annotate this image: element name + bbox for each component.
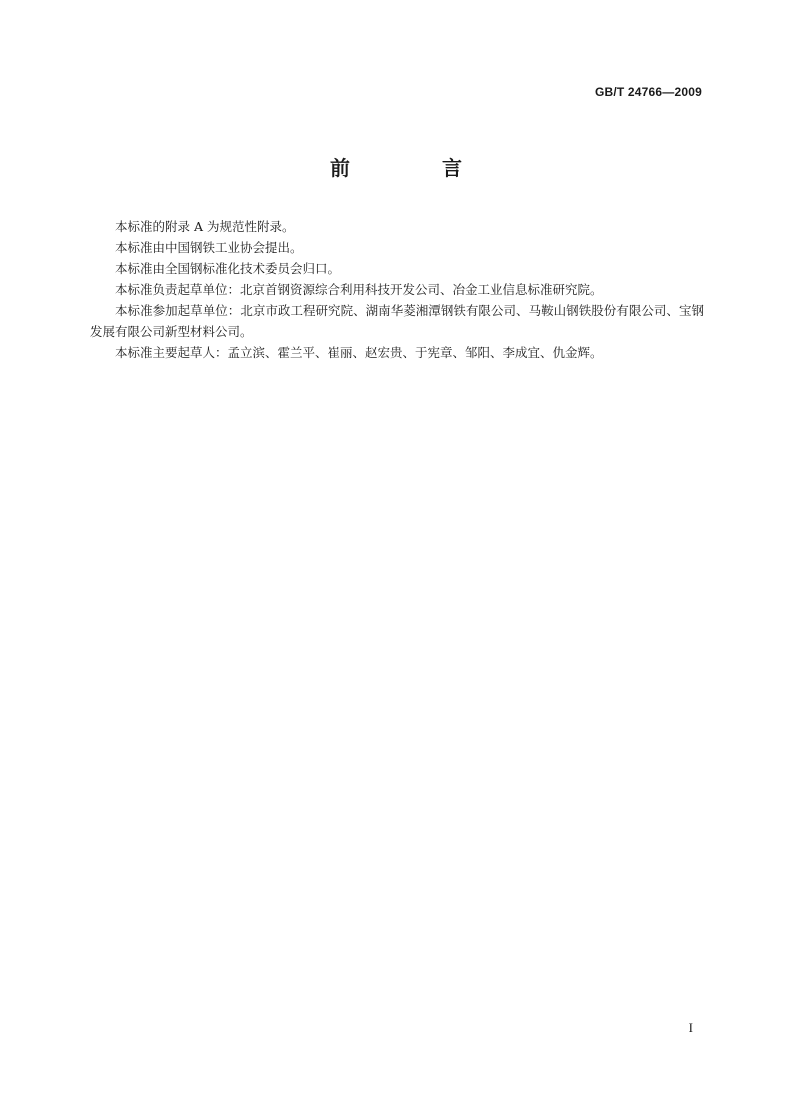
paragraph-lead-drafter: 本标准负责起草单位：北京首钢资源综合利用科技开发公司、冶金工业信息标准研究院。 — [115, 282, 603, 297]
standard-code: GB/T 24766—2009 — [594, 85, 702, 99]
page-title: 前 言 — [330, 156, 498, 180]
paragraph-participating-drafters: 本标准参加起草单位：北京市政工程研究院、湖南华菱湘潭钢铁有限公司、马鞍山钢铁股份有限公司、宝钢发展有限公司新型材料公司。 — [90, 303, 704, 339]
foreword-body — [90, 216, 704, 363]
page-number: I — [688, 1020, 693, 1035]
paragraph-committee: 本标准由全国钢标准化技术委员会归口。 — [115, 261, 341, 276]
paragraph-appendix: 本标准的附录 A 为规范性附录。 — [115, 219, 295, 234]
paragraph-proposer: 本标准由中国钢铁工业协会提出。 — [115, 240, 303, 255]
paragraph-main-drafters: 本标准主要起草人：孟立滨、霍兰平、崔丽、赵宏贵、于宪章、邹阳、李成宜、仇金辉。 — [115, 345, 603, 360]
